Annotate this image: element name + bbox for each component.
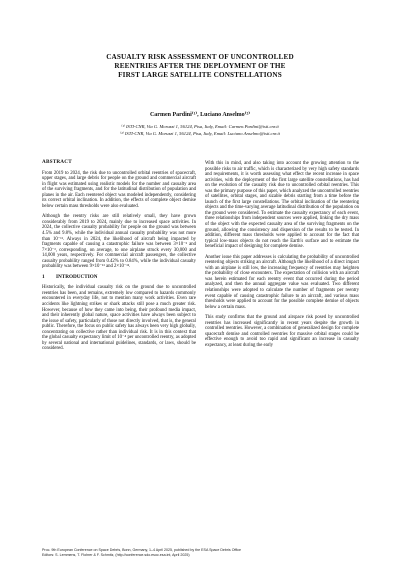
section-heading-introduction bbox=[42, 275, 196, 281]
body-paragraph: Another issue this paper addresses is calculating the probability of uncontrolled reentering objects striking an aircraft. Although the likelihood of a direct impact with an airplane is still low, the increasing frequency of reentries may heighten the probability of close encounters. The expectation of collision with an aircraft was herein estimated for each reentry event that occurred during the period analyzed, and then the annual aggregate value was evaluated. Two different relationships were adopted to calculate the number of fragments per reentry event capable of causing catastrophic failure to an aircraft, and various mass thresholds were applied to account for the possible complete demise of objects below a certain mass. bbox=[205, 254, 359, 310]
authors: Carmen Pardini⁽¹⁾, Luciano Anselmo⁽²⁾ bbox=[149, 112, 251, 118]
body-paragraph: Historically, the individual casualty risk on the ground due to uncontrolled reentries has been, and remains, extremely low compared to hazards commonly encountered in everyday life, not to mention many work activities. Even rare accidents like lightning strikes or shark attacks still pose a much greater risk. However, because of how they came into being, their profound media impact, and their inherently global nature, space activities have always been subject to the issue of safety, particularly of those not directly involved, that is, the general public. Therefore, the focus on public safety has always been very high globally, concentrating on collective rather than individual risk. It is in this context that the global casualty expectancy limit of 10⁻⁴ per uncontrolled reentry, as adopted by several national and international guidelines, standards, or laws, should be considered. bbox=[42, 285, 196, 352]
abstract-paragraph: Although the reentry risks are still relatively small, they have grown considerably from 2019 to 2024, mainly due to increased space activities. In 2024, the collective casualty probability for people on the ground was between 4.5% and 9.8%, while the individual annual casualty probability was not more than 10⁻¹¹. Always in 2024, the likelihood of aircraft being impacted by fragments capable of causing a catastrophic failure was between 3×10⁻³ and 7×10⁻³, corresponding, on average, to one airplane struck every 30,000 and 14,000 years, respectively. For commercial aircraft passengers, the collective casualty probability ranged from 0.42% to 0.84%, while the individual casualty probability was between 9×10⁻¹³ and 2×10⁻¹². bbox=[42, 214, 196, 270]
paper-title bbox=[42, 53, 358, 81]
title-line: CASUALTY RISK ASSESSMENT OF UNCONTROLLED bbox=[106, 53, 294, 61]
section-title: INTRODUCTION bbox=[56, 273, 98, 280]
right-column bbox=[205, 161, 359, 354]
title-line: FIRST LARGE SATELLITE CONSTELLATIONS bbox=[118, 71, 282, 80]
affiliation-1: ⁽¹⁾ ISTI-CNR, Via G. Moruzzi 1, 56124, Pisa, Italy, Email: Carmen.Pardini@isti.cnr.it bbox=[121, 124, 279, 129]
abstract-heading: ABSTRACT bbox=[42, 159, 72, 165]
affiliations bbox=[42, 124, 358, 137]
body-paragraph: With this in mind, and also taking into account the growing attention to the possible risks to air traffic, which is characterized by very high safety standards and requirements, it is worth assessing what effect the recent increase in space activities, with the deployment of the first large satellite constellations, has had on the evolution of the casualty risk due to uncontrolled orbital reentries. This was the primary purpose of this paper, which analyzed the uncontrolled reentries of satellites, orbital stages, and sizable debris starting from a time before the launch of the first large constellations. The orbital inclination of the reentering objects and the time-varying average latitudinal distribution of the population on the ground were considered. To estimate the casualty expectancy of each event, three relationships from independent sources were applied, linking the dry mass of the object with the expected casualty area of the surviving fragments on the ground, allowing the consistency and dispersion of the results to be tested. In addition, different mass thresholds were applied to account for the fact that typical low-mass objects do not reach the Earth's surface and to estimate the beneficial impact of designing for complete demise. bbox=[205, 161, 359, 250]
left-column bbox=[42, 160, 196, 357]
section-number: 1 bbox=[42, 273, 45, 280]
body-paragraph: This study confirms that the ground and airspace risk posed by uncontrolled reentries has increased significantly in recent years despite the growth in controlled reentries. However, a combination of generalized design for complete spacecraft demise and controlled reentries for massive orbital stages could be effective enough to avoid too rapid and significant an increase in casualty expectancy, at least during the early bbox=[205, 315, 359, 348]
footer-line: Proc. 9th European Conference on Space Debris, Bonn, Germany, 1–4 April 2025, published by the ESA Space Debris Office bbox=[42, 548, 242, 552]
abstract-paragraph: From 2019 to 2024, the risk due to uncontrolled orbital reentries of spacecraft, upper stages, and large debris for people on the ground and commercial aircraft in flight was estimated using realistic models for the number and casualty area of the surviving fragments, and for the latitudinal distribution of population and planes in the air. Each reentered object was modeled independently, considering its correct orbital inclination. In addition, the effects of complete object demise below certain mass thresholds were also evaluated. bbox=[42, 170, 196, 209]
affiliation-2: ⁽²⁾ ISTI-CNR, Via G. Moruzzi 1, 56124, Pisa, Italy, Email: Luciano.Anselmo@isti.cnr.it bbox=[120, 130, 280, 136]
page-footer bbox=[42, 548, 358, 557]
title-line: REENTRIES AFTER THE DEPLOYMENT OF THE bbox=[114, 62, 286, 71]
footer-line: Editors: S. Lemmens, T. Flohrer & F. Schmitz, (http://conference.sdo.esoc.esa.int, April 2025) bbox=[42, 552, 190, 557]
